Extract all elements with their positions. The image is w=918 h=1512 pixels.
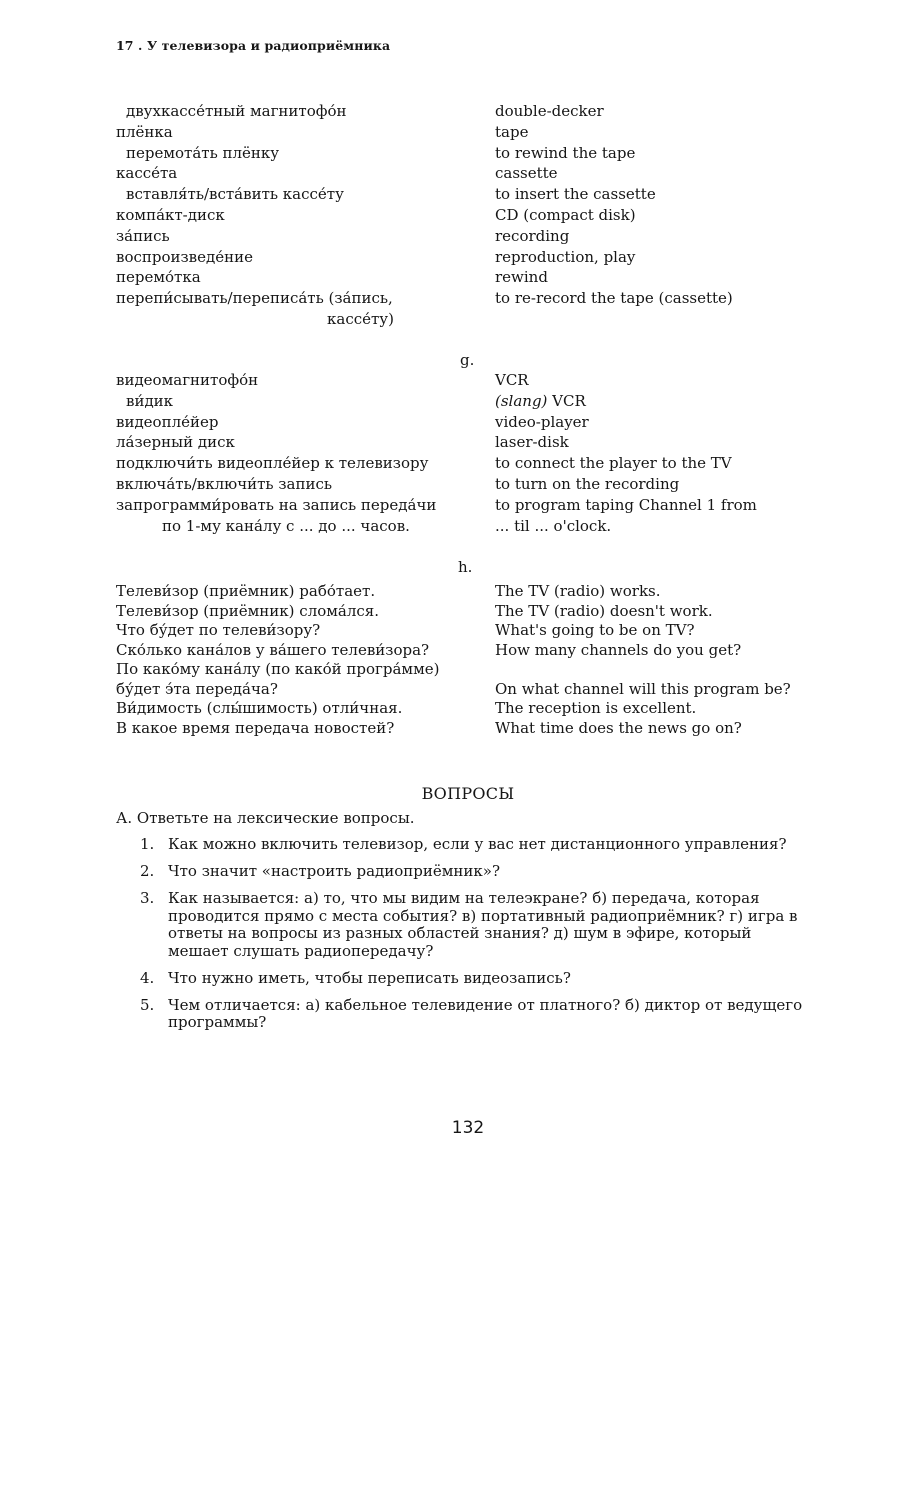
en-term [495, 391, 586, 412]
list-item [116, 836, 806, 854]
ru-term: кассе́та [116, 164, 178, 183]
vocab-row [0, 288, 918, 309]
list-item [116, 997, 806, 1032]
ru-term: воспроизведе́ние [116, 247, 253, 266]
en-phrase: The TV (radio) works. [495, 582, 661, 600]
phrase-row [0, 641, 918, 661]
ru-term: перемо́тка [116, 268, 201, 287]
vocab-row [0, 226, 918, 247]
running-head: 17 . У телевизора и радиоприёмника [116, 38, 391, 53]
question-number: 5. [140, 995, 155, 1014]
en-term: recording [495, 226, 570, 245]
list-item [116, 863, 806, 881]
en-term: video-player [495, 412, 589, 431]
ru-phrase: бу́дет э́та переда́ча? [116, 679, 278, 698]
vocab-row [0, 453, 918, 474]
en-phrase: On what channel will this program be? [495, 679, 791, 698]
question-text: Как можно включить телевизор, если у вас нет дистанционного управления? [168, 835, 787, 853]
section-marker-h: h. [458, 558, 473, 576]
en-term: cassette [495, 164, 558, 183]
ru-phrase: Телеви́зор (приёмник) рабо́тает. [116, 582, 376, 600]
ru-term: компа́кт-диск [116, 205, 225, 224]
question-number: 1. [140, 835, 155, 853]
en-term: to connect the player to the TV [495, 454, 732, 473]
vocab-row [0, 309, 918, 330]
ru-term: видеопле́йер [116, 412, 219, 431]
question-text: Чем отличается: а) кабельное телевидение от платного? б) диктор от ведущего программы? [168, 995, 803, 1031]
question-text: Как называется: а) то, что мы видим на телеэкране? б) передача, которая проводится прямо с места события? в) портативный радиоприёмник? г) игра в ответы на вопросы из разных областей знания? д) шум в эфире, который мешает слушать радиопередачу? [168, 889, 798, 960]
phrase-row [0, 582, 918, 602]
question-text: Что нужно иметь, чтобы переписать видеозапись? [168, 968, 571, 987]
en-phrase: How many channels do you get? [495, 640, 742, 659]
vocab-row [0, 474, 918, 495]
en-term: tape [495, 122, 529, 141]
ru-term: за́пись [116, 226, 170, 245]
question-number: 2. [140, 862, 155, 880]
en-term: double-decker [495, 102, 604, 120]
ru-phrase: Телеви́зор (приёмник) слома́лся. [116, 601, 380, 620]
vocab-row [0, 495, 918, 516]
vocab-row [0, 247, 918, 268]
ru-term: ви́дик [126, 391, 174, 410]
phrase-row [0, 680, 918, 700]
en-term: CD (compact disk) [495, 205, 636, 224]
ru-term: подключи́ть видеопле́йер к телевизору [116, 454, 429, 473]
ru-phrase: Ско́лько кана́лов у ва́шего телеви́зора? [116, 640, 430, 659]
vocab-row [0, 267, 918, 288]
phrases-section-h [0, 582, 918, 738]
page-number: 132 [451, 1118, 485, 1138]
ru-term: вставля́ть/вста́вить кассе́ту [126, 185, 344, 204]
en-phrase: The TV (radio) doesn't work. [495, 601, 713, 620]
vocab-row [0, 412, 918, 433]
question-number: 4. [140, 968, 155, 987]
ru-term: видеомагнитофо́н [116, 371, 259, 389]
phrase-row [0, 699, 918, 719]
phrase-row [0, 660, 918, 680]
question-text: Что значит «настроить радиоприёмник»? [168, 862, 501, 880]
ru-phrase: Что бу́дет по телеви́зору? [116, 621, 321, 639]
en-term: to turn on the recording [495, 474, 680, 493]
en-term: laser-disk [495, 433, 569, 452]
en-term: to insert the cassette [495, 185, 656, 204]
ru-term: запрограмми́ровать на запись переда́чи [116, 495, 437, 514]
ru-term: перемота́ть плёнку [126, 143, 280, 162]
vocab-row [0, 391, 918, 412]
vocab-row [0, 516, 918, 537]
vocab-row [0, 184, 918, 205]
questions-title: ВОПРОСЫ [421, 784, 515, 803]
task-instruction: А. Ответьте на лексические вопросы. [116, 809, 415, 827]
ru-term: включа́ть/включи́ть запись [116, 474, 333, 493]
vocab-row [0, 163, 918, 184]
phrase-row [0, 602, 918, 622]
vocab-row [0, 432, 918, 453]
ru-phrase: По како́му кана́лу (по како́й програ́мме) [116, 660, 440, 678]
en-term: to program taping Channel 1 from [495, 495, 757, 514]
vocab-row [0, 205, 918, 226]
en-term: rewind [495, 268, 548, 287]
vocab-row [0, 143, 918, 164]
en-phrase: The reception is excellent. [495, 699, 697, 717]
question-number: 3. [140, 889, 155, 907]
list-item [116, 970, 806, 988]
en-term: reproduction, play [495, 247, 636, 266]
ru-term: ла́зерный диск [116, 433, 235, 452]
vocab-row [0, 101, 918, 122]
ru-phrase: В какое время передача новостей? [116, 718, 395, 737]
vocab-section-f [0, 101, 918, 330]
ru-term: перепи́сывать/переписа́ть (за́пись, [116, 289, 393, 308]
questions-list [116, 836, 806, 1041]
vocab-row [0, 122, 918, 143]
ru-phrase: Ви́димость (слы́шимость) отли́чная. [116, 699, 403, 717]
vocab-row [0, 370, 918, 391]
section-marker-g: g. [460, 351, 475, 369]
ru-term: двухкассе́тный магнитофо́н [126, 102, 347, 120]
en-term: VCR [495, 371, 529, 389]
vocab-section-g [0, 370, 918, 536]
ru-term: плёнка [116, 122, 173, 141]
ru-term: по 1-му кана́лу с ... до ... часов. [162, 516, 410, 535]
slang-label: (slang) [495, 391, 548, 410]
en-term-text: VCR [547, 391, 586, 410]
phrase-row [0, 719, 918, 739]
en-phrase: What time does the news go on? [495, 718, 742, 737]
list-item [116, 890, 806, 960]
en-phrase: What's going to be on TV? [495, 621, 695, 639]
ru-term: кассе́ту) [327, 309, 394, 328]
en-term: to re-record the tape (cassette) [495, 289, 733, 308]
en-term: ... til ... o'clock. [495, 516, 612, 535]
en-term: to rewind the tape [495, 143, 636, 162]
phrase-row [0, 621, 918, 641]
